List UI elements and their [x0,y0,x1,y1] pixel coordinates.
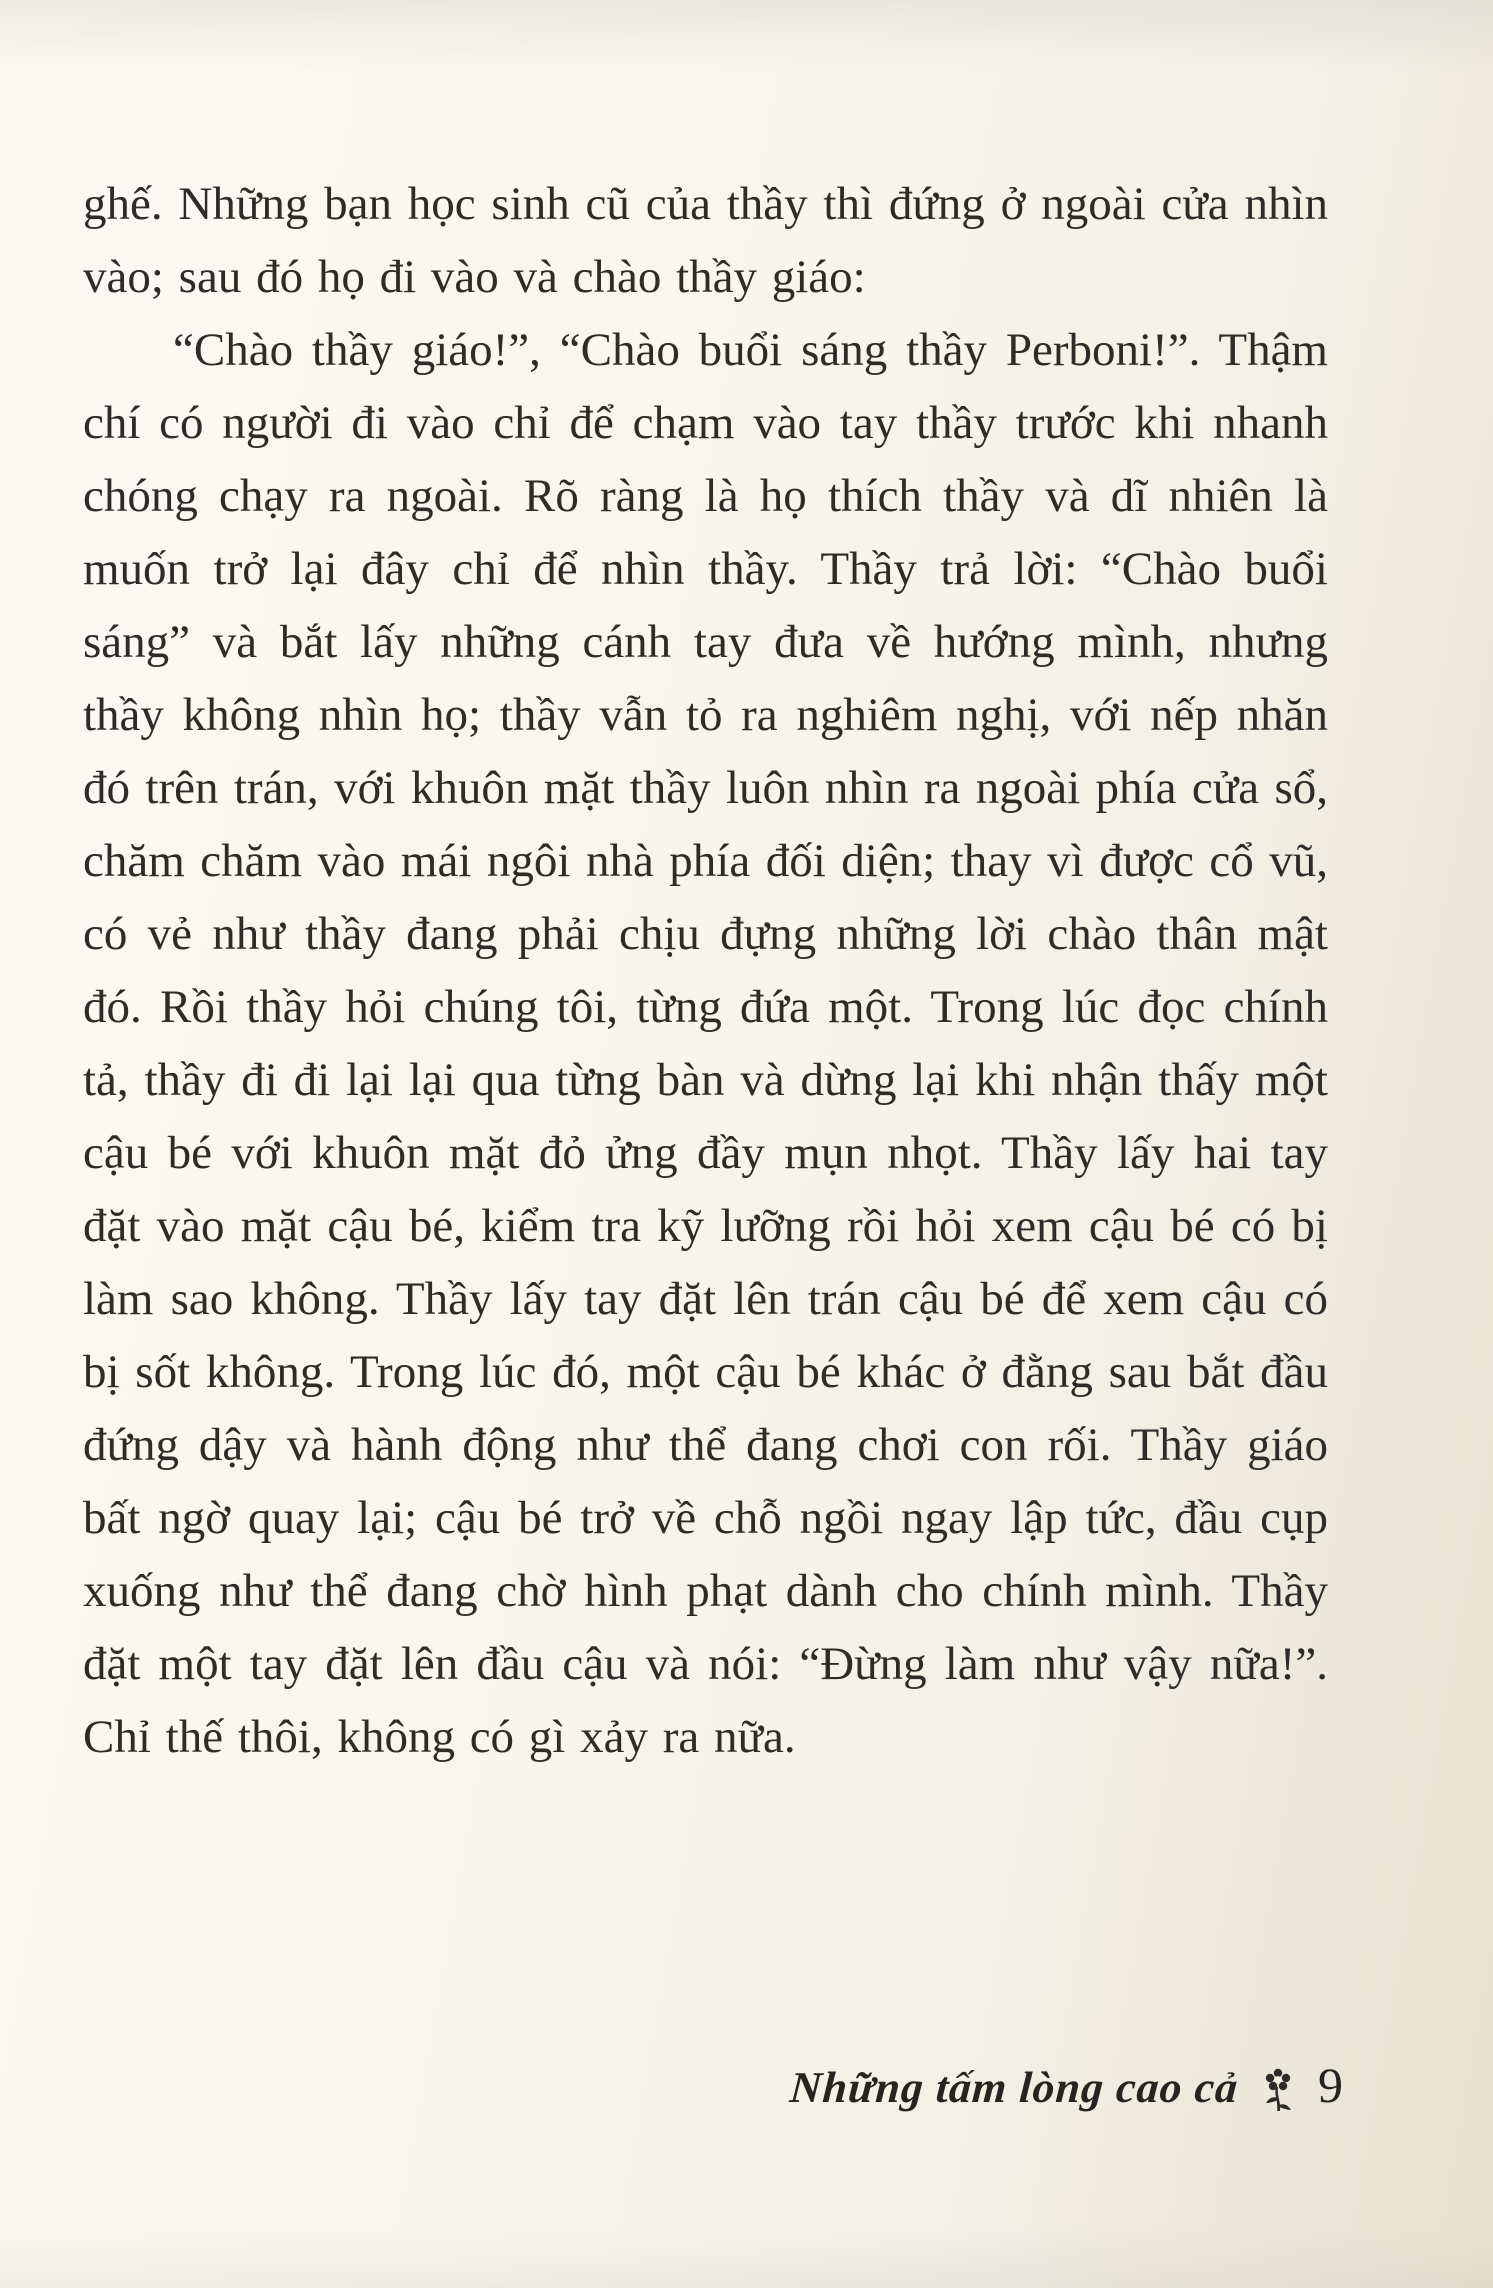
paragraph-continuation: ghế. Những bạn học sinh cũ của thầy thì đứng ở ngoài cửa nhìn vào; sau đó họ đi vào và chào thầy giáo: [83,178,1328,303]
page-number: 9 [1318,2057,1343,2113]
page-top-shadow [0,0,1493,70]
body-text [83,168,1328,1774]
book-title: Những tấm lòng cao cả [788,2062,1240,2112]
paragraph-main: “Chào thầy giáo!”, “Chào buổi sáng thầy Perboni!”. Thậm chí có người đi vào chỉ để chạm vào tay thầy trước khi nhanh chóng chạy ra ngoài. Rõ ràng là họ thích thầy và dĩ nhiên là muốn trở lại đây chỉ để nhìn thầy. Thầy trả lời: “Chào buổi sáng” và bắt lấy những cánh tay đưa về hướng mình, nhưng thầy không nhìn họ; thầy vẫn tỏ ra nghiêm nghị, với nếp nhăn đó trên trán, với khuôn mặt thầy luôn nhìn ra ngoài phía cửa sổ, chăm chăm vào mái ngôi nhà phía đối diện; thay vì được cổ vũ, có vẻ như thầy đang phải chịu đựng những lời chào thân mật đó. Rồi thầy hỏi chúng tôi, từng đứa một. Trong lúc đọc chính tả, thầy đi đi lại lại qua từng bàn và dừng lại khi nhận thấy một cậu bé với khuôn mặt đỏ ửng đầy mụn nhọt. Thầy lấy hai tay đặt vào mặt cậu bé, kiểm tra kỹ lưỡng rồi hỏi xem cậu bé có bị làm sao không. Thầy lấy tay đặt lên trán cậu bé để xem cậu có bị sốt không. Trong lúc đó, một cậu bé khác ở đằng sau bắt đầu đứng dậy và hành động như thể đang chơi con rối. Thầy giáo bất ngờ quay lại; cậu bé trở về chỗ ngồi ngay lập tức, đầu cụp xuống như thể đang chờ hình phạt dành cho chính mình. Thầy đặt một tay đặt lên đầu cậu và nói: “Đừng làm như vậy nữa!”. Chỉ thế thôi, không có gì xảy ra nữa. [83,324,1328,1763]
page-bottom-shadow [0,2228,1493,2288]
page-footer [790,2058,1343,2116]
flower-icon [1260,2065,1296,2117]
